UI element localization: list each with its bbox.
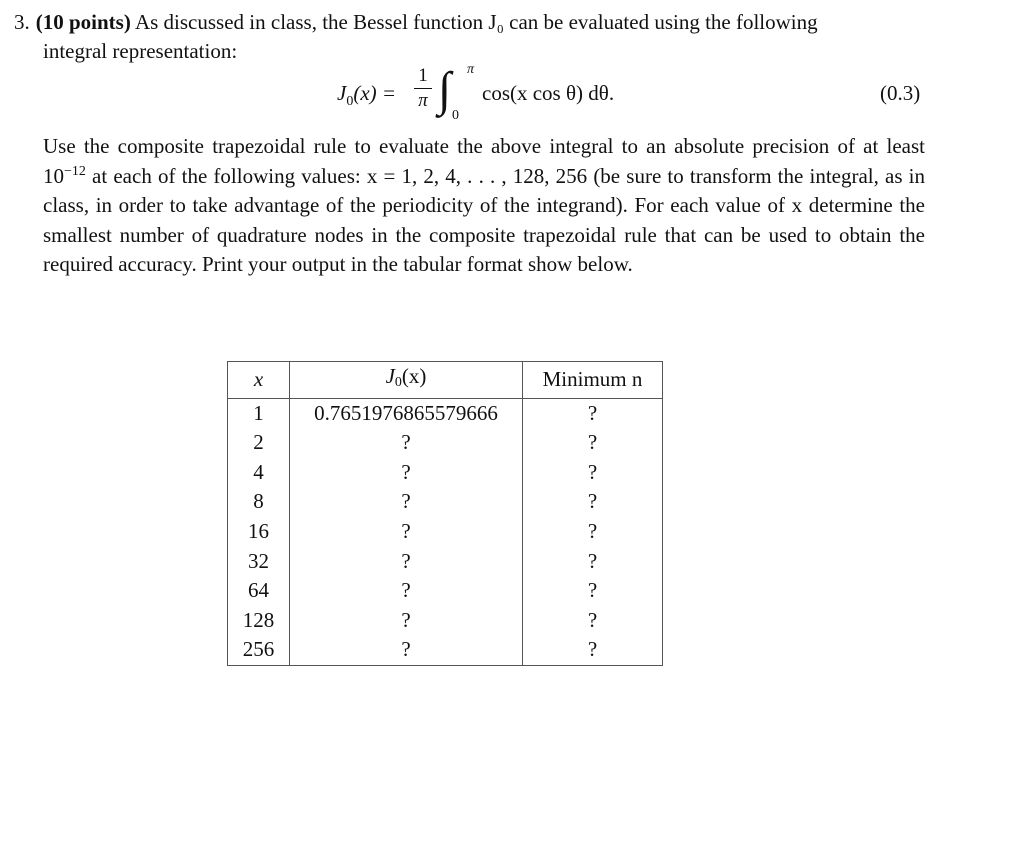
problem-body: Use the composite trapezoidal rule to evaluate the above integral to an absolute precision of at least $10^{-12}$ at each of the following values: x = 1, 2, 4, . . . , 128, 256 (be sure to transform the integral, as in class, in order to take advantage of the periodicity of the integrand). For each value of x determine the smallest number of quadrature nodes in the composite trapezoidal rule that can be used to obtain the required accuracy. Print your output in the tabular format show below. (43, 134, 925, 277)
cell-x: 32 (228, 547, 290, 577)
table-row (228, 517, 663, 547)
cell-x: 2 (228, 428, 290, 458)
cell-x: 64 (228, 576, 290, 606)
table-row (228, 458, 663, 488)
table-row (228, 576, 663, 606)
equation-lhs: $J_0(x)$ = (337, 81, 397, 110)
header-j0: J0(x) (290, 362, 523, 399)
cell-j0: ? (290, 606, 523, 636)
cell-n: ? (523, 635, 663, 665)
problem-points: (10 points) (35, 10, 131, 34)
equation-integrand: cos(x cos θ) dθ. (482, 81, 615, 105)
cell-x: 4 (228, 458, 290, 488)
problem-number: 3. (14, 10, 30, 34)
equation-fraction: 1 π (414, 65, 432, 112)
problem-intro-line1: As discussed in class, the Bessel function J₀ can be evaluated using the following (134, 10, 818, 34)
results-table (227, 361, 663, 666)
header-minimum-n: Minimum n (523, 362, 663, 399)
cell-n: ? (523, 398, 663, 428)
table-row (228, 428, 663, 458)
cell-n: ? (523, 487, 663, 517)
cell-x: 8 (228, 487, 290, 517)
cell-j0: ? (290, 576, 523, 606)
table-row (228, 547, 663, 577)
cell-j0: ? (290, 458, 523, 488)
integral-lower-limit: 0 (452, 108, 459, 123)
cell-n: ? (523, 517, 663, 547)
problem-heading (14, 8, 934, 37)
precision-exponent: −12 (64, 163, 86, 179)
cell-x: 256 (228, 635, 290, 665)
table-row (228, 487, 663, 517)
cell-j0: ? (290, 547, 523, 577)
problem-intro-line2: integral representation: (43, 39, 238, 63)
bessel-integral-equation (0, 62, 1024, 126)
table-row (228, 606, 663, 636)
table-header-row (228, 362, 663, 399)
table-row (228, 398, 663, 428)
cell-n: ? (523, 576, 663, 606)
cell-j0: ? (290, 428, 523, 458)
cell-j0: ? (290, 635, 523, 665)
cell-x: 128 (228, 606, 290, 636)
table-row (228, 635, 663, 665)
integral-sign: ∫ (438, 63, 452, 116)
cell-j0: ? (290, 517, 523, 547)
cell-j0: 0.7651976865579666 (290, 398, 523, 428)
cell-n: ? (523, 606, 663, 636)
cell-j0: ? (290, 487, 523, 517)
cell-x: 1 (228, 398, 290, 428)
integral-upper-limit: π (467, 62, 475, 77)
cell-x: 16 (228, 517, 290, 547)
cell-n: ? (523, 547, 663, 577)
cell-n: ? (523, 428, 663, 458)
equation-number: (0.3) (880, 81, 921, 105)
header-x: x (228, 362, 290, 399)
cell-n: ? (523, 458, 663, 488)
